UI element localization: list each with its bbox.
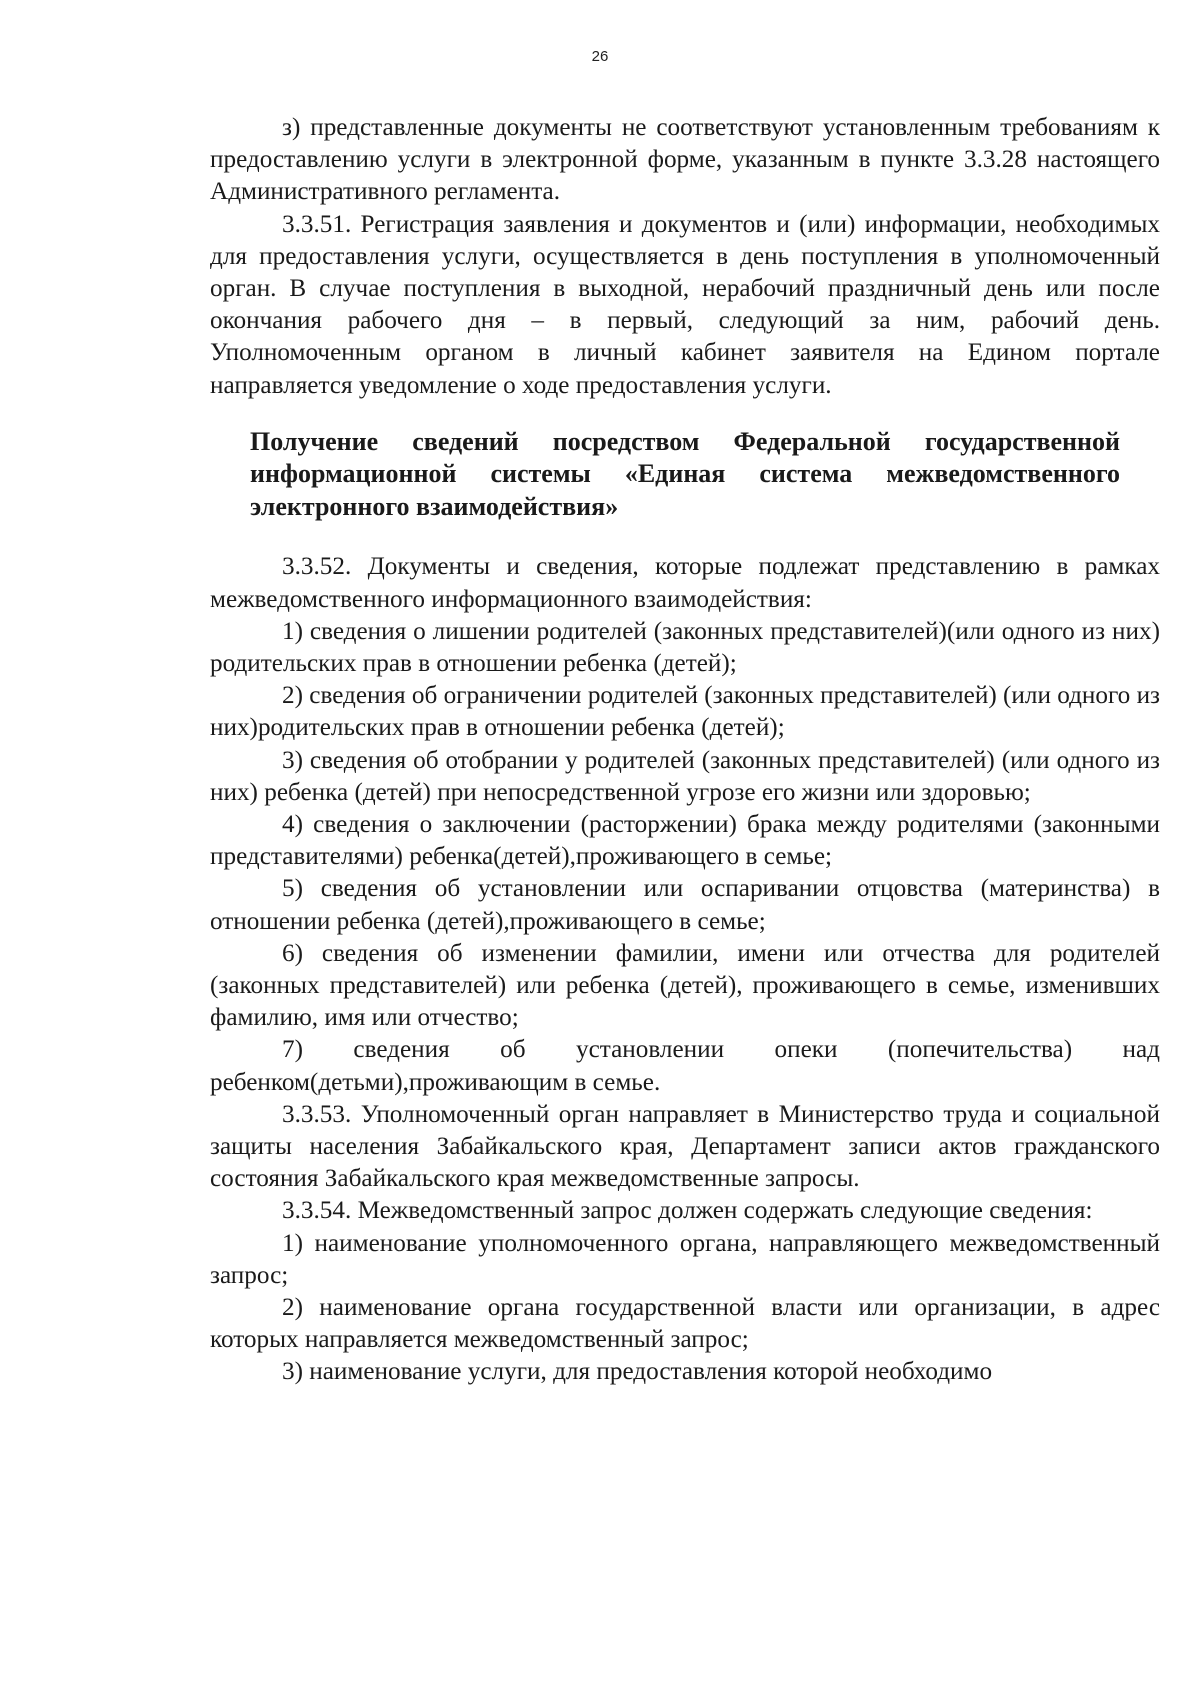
paragraph-3-3-52: 3.3.52. Документы и сведения, которые подлежат представлению в рамках межведомственного информационного взаимодействия: (210, 553, 1160, 613)
list-item-7: 7) сведения об установлении опеки (попечительства) над ребенком(детьми),проживающим в семье. (210, 1036, 1160, 1096)
list-item-5: 5) сведения об установлении или оспаривании отцовства (материнства) в отношении ребенка (детей),проживающего в семье; (210, 875, 1160, 935)
list-item-2: 2) сведения об ограничении родителей (законных представителей) (или одного из них)родительских прав в отношении ребенка (детей); (210, 682, 1161, 742)
list-item-1: 1) сведения о лишении родителей (законных представителей)(или одного из них) родительских прав в отношении ребенка (детей); (210, 617, 1160, 677)
paragraph-3-3-53: 3.3.53. Уполномоченный орган направляет в Министерство труда и социальной защиты населения Забайкальского края, Департамент записи актов гражданского состояния Забайкальского края межведомственные запросы. (210, 1100, 1160, 1193)
section-heading: Получение сведений посредством Федеральной государственной информационной системы «Единая система межведомственного электронного взаимодействия» (250, 426, 1120, 521)
request-item-2: 2) наименование органа государственной власти или организации, в адрес которых направляется межведомственный запрос; (210, 1294, 1160, 1354)
page-number: 26 (591, 48, 609, 65)
paragraph-3-3-54: 3.3.54. Межведомственный запрос должен содержать следующие сведения: (282, 1197, 1093, 1225)
paragraph-3-3-51: 3.3.51. Регистрация заявления и документов и (или) информации, необходимых для предоставления услуги, осуществляется в день поступления в уполномоченный орган. В случае поступления в выходной, нерабочий праздничный день или после окончания рабочего дня – в первый, следующий за ним, рабочий день. Уполномоченным органом в личный кабинет заявителя на Едином портале направляется уведомление о ходе предоставления услуги. (210, 210, 1160, 399)
list-item-4: 4) сведения о заключении (расторжении) брака между родителями (законными представителями) ребенка(детей),проживающего в семье; (210, 810, 1160, 871)
document-body (210, 112, 1160, 1389)
paragraph-item-z: з) представленные документы не соответствуют установленным требованиям к предоставлению услуги в электронной форме, указанным в пункте 3.3.28 настоящего Административного регламента. (210, 114, 1160, 206)
request-item-1: 1) наименование уполномоченного органа, направляющего межведомственный запрос; (210, 1229, 1160, 1289)
request-item-3: 3) наименование услуги, для предоставления которой необходимо (282, 1358, 993, 1386)
list-item-3: 3) сведения об отобрании у родителей (законных представителей) (или одного из них) ребенка (детей) при непосредственной угрозе его жизни или здоровью; (210, 746, 1160, 806)
list-item-6: 6) сведения об изменении фамилии, имени или отчества для родителей (законных представителей) или ребенка (детей), проживающего в семье, изменивших фамилию, имя или отчество; (210, 939, 1160, 1032)
